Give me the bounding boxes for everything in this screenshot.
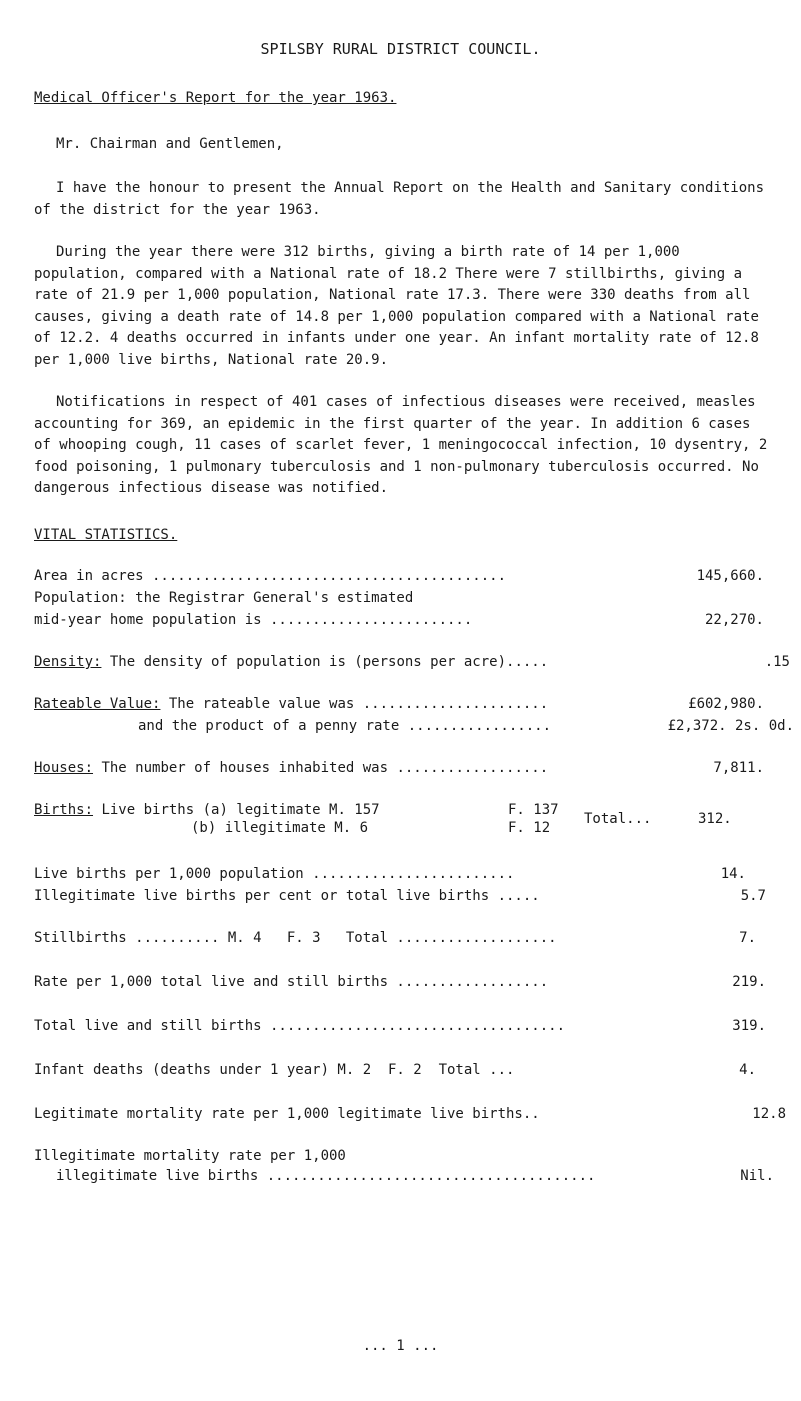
rateable-value: £602,980. — [688, 696, 764, 712]
density-text: The density of population is (persons per acre)..... — [101, 654, 549, 670]
salutation: Mr. Chairman and Gentlemen, — [56, 136, 284, 152]
area-value: 145,660. — [696, 568, 764, 584]
vital-statistics-heading: VITAL STATISTICS. — [34, 527, 178, 543]
houses-label — [34, 760, 548, 776]
houses-key: Houses: — [34, 760, 94, 776]
page-number: ... 1 ... — [362, 1338, 439, 1354]
stat-row — [34, 974, 766, 994]
stat-value: 14. — [720, 866, 746, 882]
stat-label-line-1: Illegitimate mortality rate per 1,000 — [34, 1148, 346, 1164]
houses-row — [34, 760, 794, 780]
stat-row — [34, 888, 766, 908]
houses-value: 7,811. — [713, 760, 764, 776]
stat-label: Live births per 1,000 population ........................ — [34, 866, 515, 882]
area-row — [34, 568, 794, 588]
rateable-text: The rateable value was ...................... — [160, 696, 549, 712]
stat-row — [34, 1018, 766, 1038]
density-row — [34, 654, 794, 674]
houses-text: The number of houses inhabited was .................. — [93, 760, 549, 776]
births-legitimate: Live births (a) legitimate M. 157 — [93, 802, 380, 818]
rateable-key: Rateable Value: — [34, 696, 161, 712]
stat-row — [34, 866, 766, 886]
stat-label: Illegitimate live births per cent or total live births ..... — [34, 888, 540, 904]
density-label — [34, 654, 548, 670]
stat-label: illegitimate live births ....................................... — [56, 1168, 596, 1184]
report-title: Medical Officer's Report for the year 1963. — [34, 90, 397, 106]
stat-label: Stillbirths .......... M. 4 F. 3 Total ................... — [34, 930, 557, 946]
intro-paragraph-2: During the year there were 312 births, giving a birth rate of 14 per 1,000 population, compared with a National rate of 18.2 There were 7 stillbirths, giving a rate of 21.9 per 1,000 population, National rate 17.3. There were 330 deaths from all causes, giving a death rate of 14.8 per 1,000 population compared with a National rate of 12.2. 4 deaths occurred in infants under one year. An infant mortality rate of 12.8 per 1,000 live births, National rate 20.9. — [34, 244, 759, 368]
penny-rate-label: and the product of a penny rate ................. — [138, 718, 552, 734]
stat-row — [34, 1168, 774, 1188]
density-key: Density: — [34, 654, 102, 670]
intro-paragraph-3: Notifications in respect of 401 cases of infectious diseases were received, measles accounting for 369, an epidemic in the first quarter of the year. In addition 6 cases of whooping cough, 11 cases of scarlet fever, 1 meningococcal infection, 10 dysentry, 2 food poisoning, 1 pulmonary tuberculosis and 1 non-pulmonary tuberculosis occurred. No dangerous infectious disease was notified. — [34, 394, 768, 496]
stat-label: Legitimate mortality rate per 1,000 legitimate live births.. — [34, 1106, 540, 1122]
stat-value: 5.7 — [740, 888, 766, 904]
penny-rate-row — [34, 718, 794, 738]
population-label-2: mid-year home population is ........................ — [34, 612, 473, 628]
stat-row — [34, 930, 766, 950]
births-f-legitimate: F. 137 — [508, 802, 559, 818]
stat-value: 12.8 — [752, 1106, 786, 1122]
density-value: .15 — [764, 654, 790, 670]
stat-value: Nil. — [740, 1168, 774, 1184]
stat-value: 219. — [732, 974, 766, 990]
stat-label: Rate per 1,000 total live and still births .................. — [34, 974, 549, 990]
stat-row — [34, 1106, 786, 1126]
births-f-illegitimate: F. 12 — [508, 820, 551, 836]
population-value: 22,270. — [704, 612, 764, 628]
births-line-b: (b) illegitimate M. 6 — [191, 820, 369, 836]
area-label: Area in acres .......................................... — [34, 568, 507, 584]
stat-label: Total live and still births ................................... — [34, 1018, 566, 1034]
stat-label: Infant deaths (deaths under 1 year) M. 2 F. 2 Total ... — [34, 1062, 515, 1078]
intro-paragraph-1: I have the honour to present the Annual Report on the Health and Sanitary conditions of the district for the year 1963. — [34, 180, 765, 218]
births-key: Births: — [34, 802, 94, 818]
births-total-value: 312. — [698, 811, 732, 827]
council-title: SPILSBY RURAL DISTRICT COUNCIL. — [260, 40, 541, 58]
births-line-a — [34, 802, 380, 818]
stat-value: 319. — [732, 1018, 766, 1034]
stat-row — [34, 1062, 766, 1082]
stat-value: 7. — [739, 930, 756, 946]
births-total-label: Total... — [584, 811, 652, 827]
rateable-label — [34, 696, 548, 712]
penny-rate-value: £2,372. 2s. 0d. — [667, 718, 794, 734]
rateable-row — [34, 696, 794, 716]
population-row — [34, 612, 794, 632]
population-label-1: Population: the Registrar General's estimated — [34, 590, 414, 606]
stat-value: 4. — [739, 1062, 756, 1078]
